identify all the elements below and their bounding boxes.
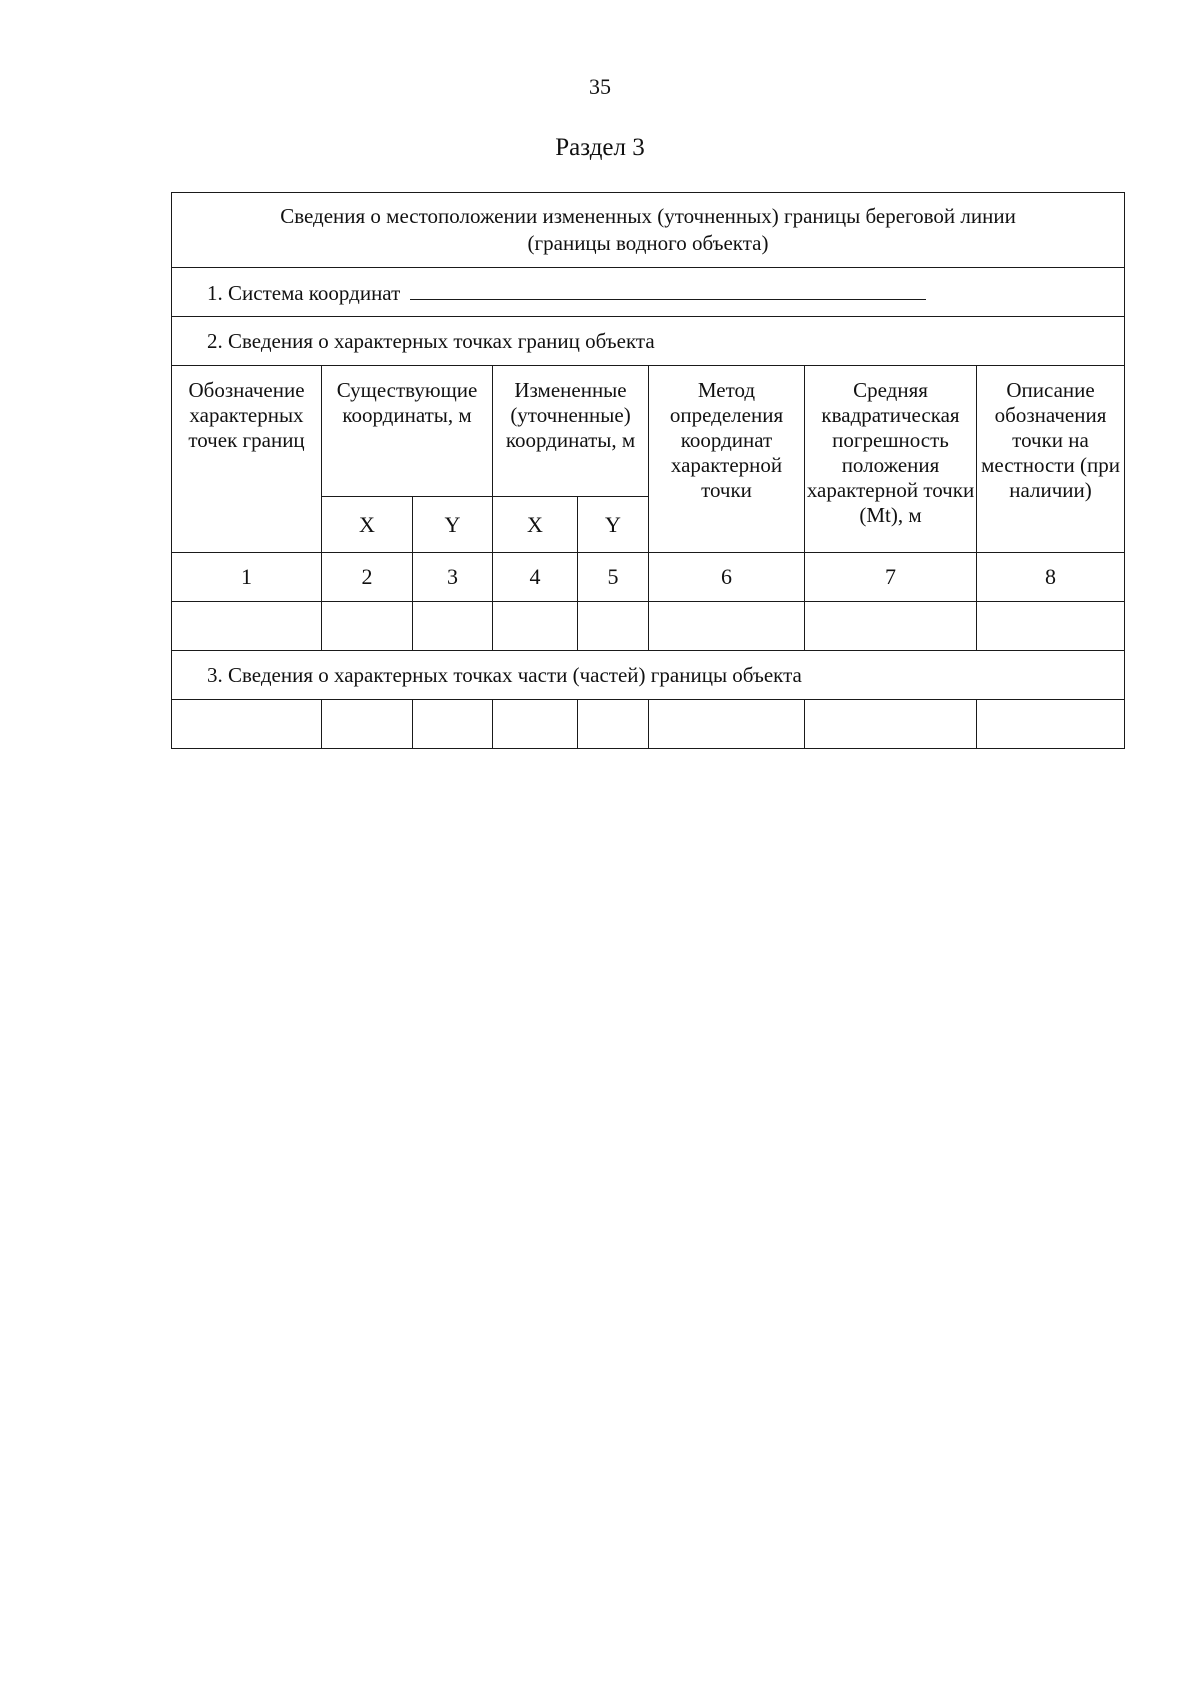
empty-cell[interactable]	[578, 602, 649, 651]
col-mean-error: Средняя квадратическая погрешность положения характерной точки (Mt), м	[805, 366, 977, 553]
empty-cell[interactable]	[805, 602, 977, 651]
empty-cell[interactable]	[413, 602, 493, 651]
page-number: 35	[589, 74, 611, 99]
column-number: 1	[172, 553, 322, 602]
coordinate-system-blank[interactable]	[410, 279, 926, 300]
characteristic-points-heading: 2. Сведения о характерных точках границ объекта	[172, 317, 1125, 366]
empty-cell[interactable]	[172, 602, 322, 651]
empty-cell[interactable]	[578, 700, 649, 749]
table-title-line2: (границы водного объекта)	[527, 231, 769, 255]
table-title-line1: Сведения о местоположении измененных (уточненных) границы береговой линии	[280, 204, 1016, 228]
boundary-points-table	[171, 192, 1125, 749]
col-existing-coords: Существующие координаты, м	[322, 366, 493, 497]
column-number: 5	[578, 553, 649, 602]
axis-x-changed: X	[493, 497, 578, 553]
column-number: 7	[805, 553, 977, 602]
part-points-heading: 3. Сведения о характерных точках части (частей) границы объекта	[172, 651, 1125, 700]
axis-y-changed: Y	[578, 497, 649, 553]
coordinate-system-label: 1. Система координат	[207, 280, 401, 305]
section-title: Раздел 3	[555, 134, 645, 161]
empty-part-row	[172, 700, 1125, 749]
empty-cell[interactable]	[977, 700, 1125, 749]
empty-cell[interactable]	[322, 602, 413, 651]
axis-x-existing: X	[322, 497, 413, 553]
column-number: 3	[413, 553, 493, 602]
empty-cell[interactable]	[649, 700, 805, 749]
col-description: Описание обозначения точки на местности (при наличии)	[977, 366, 1125, 553]
column-number: 8	[977, 553, 1125, 602]
col-changed-coords: Измененные (уточненные) координаты, м	[493, 366, 649, 497]
column-number: 6	[649, 553, 805, 602]
column-number: 2	[322, 553, 413, 602]
empty-cell[interactable]	[805, 700, 977, 749]
empty-cell[interactable]	[413, 700, 493, 749]
table-title	[172, 193, 1125, 268]
empty-cell[interactable]	[493, 700, 578, 749]
empty-cell[interactable]	[172, 700, 322, 749]
empty-data-row	[172, 602, 1125, 651]
axis-y-existing: Y	[413, 497, 493, 553]
empty-cell[interactable]	[649, 602, 805, 651]
empty-cell[interactable]	[322, 700, 413, 749]
empty-cell[interactable]	[493, 602, 578, 651]
col-designation: Обозначение характерных точек границ	[172, 366, 322, 553]
column-numbers-row	[172, 553, 1125, 602]
coordinate-system-row	[172, 268, 1125, 317]
empty-cell[interactable]	[977, 602, 1125, 651]
column-number: 4	[493, 553, 578, 602]
col-method: Метод определения координат характерной точки	[649, 366, 805, 553]
